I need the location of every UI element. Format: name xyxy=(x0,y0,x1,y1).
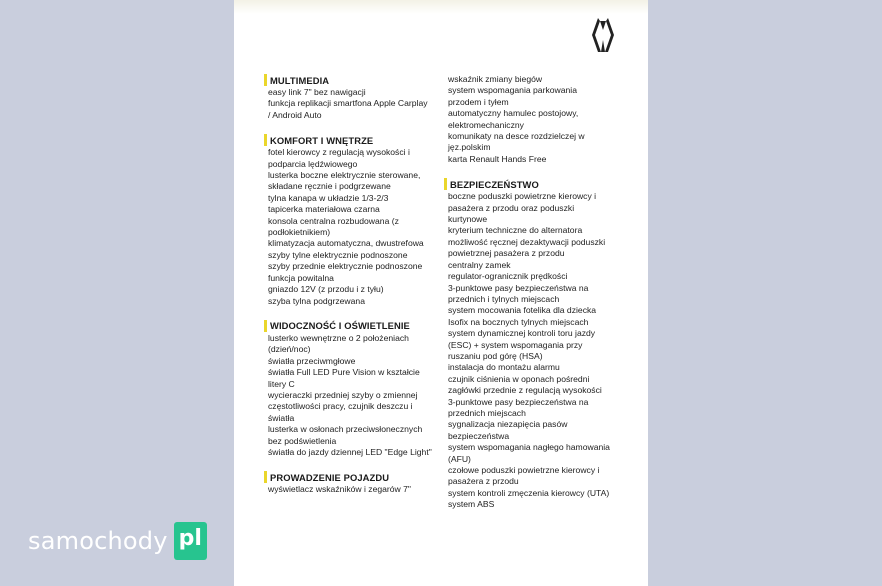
feature-item: światła do jazdy dziennej LED "Edge Light" xyxy=(268,446,432,457)
section-heading xyxy=(264,74,440,86)
feature-item: boczne poduszki powietrzne kierowcy i xyxy=(448,191,597,202)
feature-item: 3-punktowe pasy bezpieczeństwa na xyxy=(448,396,589,407)
feature-item: 3-punktowe pasy bezpieczeństwa na xyxy=(448,282,589,293)
feature-item: instalacja do montażu alarmu xyxy=(448,362,560,373)
feature-list xyxy=(268,87,440,121)
feature-list xyxy=(268,333,440,458)
feature-item: system mocowania fotelika dla dziecka xyxy=(448,305,597,316)
accent-bar xyxy=(264,320,267,332)
feature-item: system wspomagania parkowania xyxy=(448,85,577,96)
feature-item: składane ręcznie i podgrzewane xyxy=(268,181,391,192)
section-bezpieczenstwo xyxy=(448,178,622,510)
feature-item: automatyczny hamulec postojowy, xyxy=(448,108,579,119)
feature-item: przednich miejscach xyxy=(448,407,526,418)
feature-item: komunikaty na desce rozdzielczej w xyxy=(448,131,585,142)
section-title: MULTIMEDIA xyxy=(270,74,330,86)
section-multimedia xyxy=(268,74,440,121)
feature-item: system ABS xyxy=(448,499,495,510)
feature-item: powietrznej pasażera z przodu xyxy=(448,248,565,259)
accent-bar xyxy=(264,74,267,86)
feature-item: lusterka boczne elektrycznie sterowane, xyxy=(268,170,421,181)
feature-item: (AFU) xyxy=(448,453,471,464)
feature-list xyxy=(268,484,440,495)
feature-list xyxy=(448,191,622,510)
section-komfort-i-wnetrze xyxy=(268,134,440,307)
feature-item: funkcja powitalna xyxy=(268,272,334,283)
feature-item: / Android Auto xyxy=(268,109,322,120)
feature-item: (ESC) + system wspomagania przy xyxy=(448,339,583,350)
watermark xyxy=(28,520,207,562)
section-title: BEZPIECZEŃSTWO xyxy=(450,178,539,190)
feature-item: (dzień/noc) xyxy=(268,344,311,355)
feature-item: jęz.polskim xyxy=(448,142,491,153)
watermark-text: samochody xyxy=(28,527,168,555)
feature-item: litery C xyxy=(268,378,295,389)
feature-item: wycieraczki przedniej szyby o zmiennej xyxy=(268,389,418,400)
accent-bar xyxy=(264,471,267,483)
renault-diamond-icon xyxy=(591,16,615,54)
accent-bar xyxy=(444,178,447,190)
page-top-strip xyxy=(234,0,648,14)
feature-item: Isofix na bocznych tylnych miejscach xyxy=(448,316,589,327)
feature-item: wyświetlacz wskaźników i zegarów 7" xyxy=(268,484,411,495)
feature-item: elektromechaniczny xyxy=(448,119,524,130)
feature-item: szyby przednie elektrycznie podnoszone xyxy=(268,261,423,272)
feature-item: easy link 7" bez nawigacji xyxy=(268,87,366,97)
left-column xyxy=(268,74,440,509)
feature-item: szyby tylne elektrycznie podnoszone xyxy=(268,249,408,260)
feature-item: przodem i tyłem xyxy=(448,96,509,107)
feature-item: system kontroli zmęczenia kierowcy (UTA) xyxy=(448,487,610,498)
feature-item: tapicerka materiałowa czarna xyxy=(268,204,380,215)
feature-item: przednich i tylnych miejscach xyxy=(448,293,560,304)
feature-item: światła xyxy=(268,412,295,423)
feature-item: funkcja replikacji smartfona Apple Carplay xyxy=(268,98,428,109)
feature-item: gniazdo 12V (z przodu i z tyłu) xyxy=(268,284,384,295)
feature-item: lusterka w osłonach przeciwsłonecznych xyxy=(268,424,423,435)
feature-item: możliwość ręcznej dezaktywacji poduszki xyxy=(448,236,606,247)
feature-list xyxy=(448,74,622,165)
feature-item: kryterium techniczne do alternatora xyxy=(448,225,583,236)
feature-item: szyba tylna podgrzewana xyxy=(268,295,365,306)
feature-item: częstotliwości pracy, czujnik deszczu i xyxy=(268,401,413,412)
feature-item: bez podświetlenia xyxy=(268,435,337,446)
section-heading xyxy=(264,471,440,483)
right-column xyxy=(448,74,622,524)
brochure-page xyxy=(234,0,648,586)
feature-item: klimatyzacja automatyczna, dwustrefowa xyxy=(268,238,424,249)
feature-item: pasażera z przodu oraz poduszki xyxy=(448,202,575,213)
feature-item: tylna kanapa w układzie 1/3-2/3 xyxy=(268,192,389,203)
feature-item: lusterko wewnętrzne o 2 położeniach xyxy=(268,332,409,343)
feature-item: regulator-ogranicznik prędkości xyxy=(448,271,568,282)
feature-item: światła przeciwmgłowe xyxy=(268,355,356,366)
feature-item: ruszaniu pod górę (HSA) xyxy=(448,350,543,361)
feature-item: bezpieczeństwa xyxy=(448,430,510,441)
feature-item: światła Full LED Pure Vision w kształcie xyxy=(268,367,420,378)
feature-item: czołowe poduszki powietrzne kierowcy i xyxy=(448,465,600,475)
feature-item: zagłówki przednie z regulacją wysokości xyxy=(448,385,602,396)
feature-item: sygnalizacja niezapięcia pasów xyxy=(448,419,568,430)
accent-bar xyxy=(264,134,267,146)
section-prowadzenie-pojazdu xyxy=(268,471,440,495)
feature-item: podparcia lędźwiowego xyxy=(268,158,358,169)
section-heading xyxy=(444,178,622,190)
section-heading xyxy=(264,134,440,146)
feature-item: kurtynowe xyxy=(448,214,488,225)
feature-item: fotel kierowcy z regulacją wysokości i xyxy=(268,147,410,158)
section-title: KOMFORT I WNĘTRZE xyxy=(270,134,374,146)
feature-item: czujnik ciśnienia w oponach pośredni xyxy=(448,373,590,384)
feature-item: pasażera z przodu xyxy=(448,476,519,487)
feature-item: konsola centralna rozbudowana (z xyxy=(268,215,399,226)
section-title: PROWADZENIE POJAZDU xyxy=(270,471,390,483)
section-continued xyxy=(448,74,622,165)
feature-item: wskaźnik zmiany biegów xyxy=(448,74,543,84)
section-title: WIDOCZNOŚĆ I OŚWIETLENIE xyxy=(270,320,410,332)
section-widocznosc-i-oswietlenie xyxy=(268,320,440,458)
feature-item: karta Renault Hands Free xyxy=(448,153,547,164)
section-heading xyxy=(264,320,440,332)
feature-item: podłokietnikiem) xyxy=(268,227,331,238)
feature-list xyxy=(268,147,440,307)
feature-item: system wspomagania nagłego hamowania xyxy=(448,442,610,453)
feature-item: system dynamicznej kontroli toru jazdy xyxy=(448,328,596,339)
feature-item: centralny zamek xyxy=(448,259,511,270)
watermark-badge: pl xyxy=(174,522,207,560)
